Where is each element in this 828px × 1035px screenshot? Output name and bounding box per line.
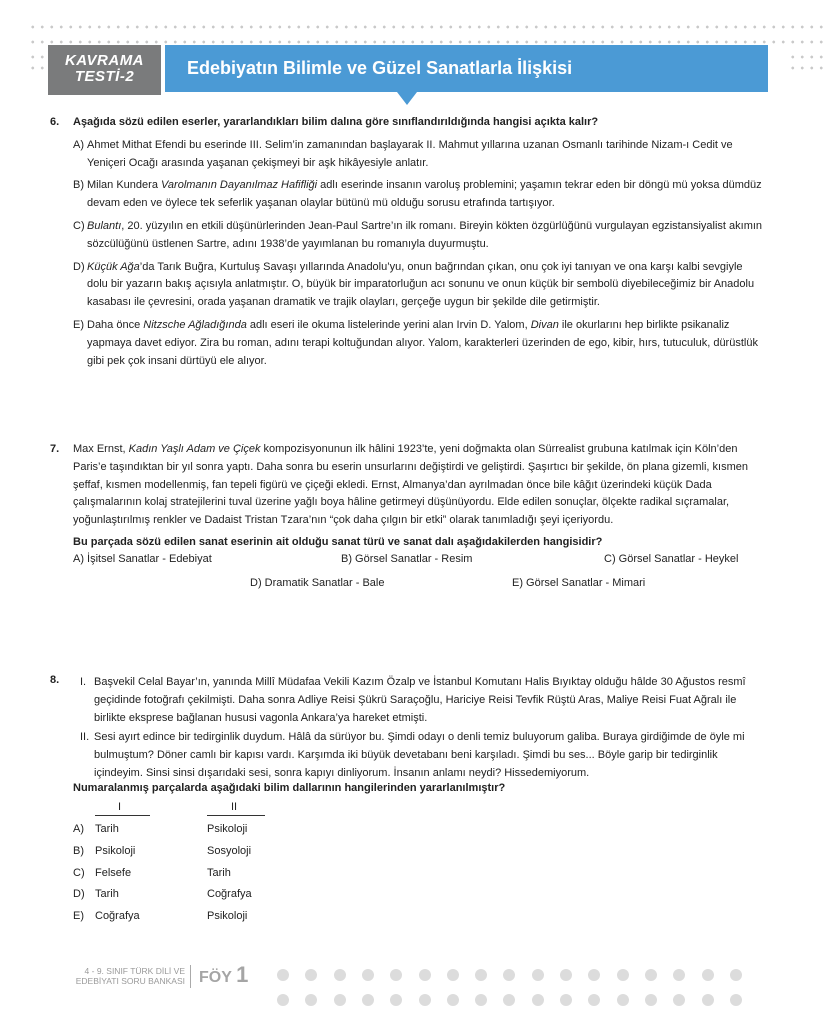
decor-dot [447, 994, 459, 1006]
column-underline [207, 815, 265, 816]
text-segment: adlı eseri ile okuma listelerinde yerini alan Irvin D. Yalom, [246, 318, 531, 331]
option-cell: Sosyoloji [207, 844, 252, 857]
work-title: Divan [530, 318, 559, 331]
option-a[interactable] [73, 137, 765, 173]
text-segment: Ahmet Mithat Efendi bu eserinde III. Selim’in zamanından başlayarak II. Mahmut yıllarına uzanan Osmanlı tarihinde Nizam-ı Cedit ve Yeniçeri Ocağı arasında yaşanan çekişmeyi bir aşk hikâyesiyle anlatır. [87, 138, 733, 169]
decor-dot [617, 969, 629, 981]
option-e[interactable]: E) [73, 910, 84, 923]
part-label: I. [80, 676, 87, 688]
decor-dot [277, 969, 289, 981]
decor-dot [560, 969, 572, 981]
decor-dot [503, 994, 515, 1006]
decor-dot [702, 969, 714, 981]
decor-dot [532, 969, 544, 981]
option-e[interactable]: E) Görsel Sanatlar - Mimari [512, 577, 646, 589]
option-cell: Felsefe [95, 866, 132, 879]
option-a[interactable]: A) İşitsel Sanatlar - Edebiyat [73, 553, 212, 565]
decor-dot [475, 994, 487, 1006]
question-number: 8. [50, 674, 60, 686]
text-segment: , 20. yüzyılın en etkili düşünürlerinden Jean-Paul Sartre’ın ilk romanı. Bireyin kökten özgürlüğünü vurgulayan egzistansiyalist akımın sözcülüğünü üstlenen Sartre, adını 1938’de yayımlanan bu romanıyla duyurmuştu. [87, 219, 763, 250]
option-e[interactable] [73, 317, 765, 370]
decor-dot [447, 969, 459, 981]
question-number: 6. [50, 116, 60, 128]
decor-dot [730, 969, 742, 981]
decor-dot [277, 994, 289, 1006]
text-segment: Max Ernst, [73, 443, 129, 455]
work-title: Nitzsche Ağladığında [143, 318, 247, 331]
column-header-1: I [118, 801, 122, 813]
question-number: 7. [50, 443, 60, 455]
decor-dot [588, 969, 600, 981]
option-letter: A) [73, 138, 84, 151]
option-c[interactable]: C) [73, 866, 85, 879]
decor-dot [362, 969, 374, 981]
option-letter: D) [73, 260, 85, 273]
option-cell: Tarih [95, 823, 119, 835]
text-segment: ile okurlarını hep birlikte psikanaliz yapmaya davet ediyor. Zira bu roman, adını terapi koltuğundan alıyor. Yalom, karakterleri üzerinden de ego, kibir, hırs, tutuculuk, dürüstlük gibi pek çok insani dürtüyü ele alıyor. [87, 318, 758, 367]
page-title: Edebiyatın Bilimle ve Güzel Sanatlarla İlişkisi [165, 45, 768, 92]
decor-dot [673, 969, 685, 981]
decor-dot [419, 969, 431, 981]
options [73, 137, 765, 371]
option-d[interactable]: D) Dramatik Sanatlar - Bale [250, 577, 385, 589]
foy-label: FÖY [199, 969, 232, 986]
option-c[interactable]: C) Görsel Sanatlar - Heykel [604, 553, 739, 565]
option-b[interactable]: B) [73, 844, 84, 857]
decor-dot [362, 994, 374, 1006]
decor-dot [305, 994, 317, 1006]
option-a[interactable]: A) [73, 823, 84, 835]
footer-line1: 4 - 9. SINIF TÜRK DİLİ VE [84, 966, 185, 976]
decor-dot [390, 969, 402, 981]
decor-dot [645, 994, 657, 1006]
decor-dot [645, 969, 657, 981]
option-cell: Psikoloji [95, 844, 136, 857]
work-title: Kadın Yaşlı Adam ve Çiçek [128, 443, 261, 455]
option-cell: Tarih [207, 866, 231, 879]
question-stem: Aşağıda sözü edilen eserler, yararlandıkları bilim dalına göre sınıflandırıldığında hangisi açıkta kalır? [73, 116, 599, 128]
option-letter: C) [73, 219, 85, 232]
decor-dot [730, 994, 742, 1006]
option-cell: Psikoloji [207, 823, 248, 835]
text-segment: ’da Tarık Buğra, Kurtuluş Savaşı yıllarında Anadolu’yu, onun bağrından çıkan, onu çok iyi tanıyan ve ona karşı kalbi sevgiyle dolu bir yazarın bakış açısıyla anlatmıştır. O, büyük bir imparatorluğun acı sonunu ve onun küçük bir sembolü diyebileceğimiz bir Anadolu kasabası ile çevresini, orada yaşanan dramatik ve trajik olayları, gerçeğe uygun bir şekilde dile getirmiştir. [87, 260, 755, 309]
decor-dot [588, 994, 600, 1006]
footer-book-title [50, 966, 185, 986]
decor-dot [617, 994, 629, 1006]
decor-dot [334, 969, 346, 981]
question-6 [50, 114, 765, 370]
option-b[interactable] [73, 177, 765, 213]
part-label: II. [80, 731, 90, 744]
decor-dot [673, 994, 685, 1006]
work-title: Küçük Ağa [87, 260, 140, 273]
column-underline [95, 815, 150, 816]
option-d[interactable]: D) [73, 888, 85, 901]
decor-dot [560, 994, 572, 1006]
question-8 [50, 672, 765, 783]
text-segment: Milan Kundera [87, 179, 161, 192]
question-7 [50, 441, 765, 552]
option-letter: B) [73, 179, 84, 192]
part-text: Başvekil Celal Bayar’ın, yanında Millî Müdafaa Vekili Kazım Özalp ve İstanbul Komutanı Halis Bıyıktay olduğu hâlde 30 Ağustos resmî geçidinde fotoğrafı çekilmişti. Daha sonra Adliye Reisi Şükrü Saraçoğlu, Hariciye Reisi Tevfik Rüştü Aras, Maliye Reisi Fuat Ağralı ile birlikte eksprese bağlanan hususi vagonla Ankara’ya hareket etmişti. [94, 676, 746, 724]
option-c[interactable] [73, 218, 765, 254]
decor-dot [532, 994, 544, 1006]
column-header-2: II [231, 801, 238, 813]
badge-line2: TESTİ-2 [74, 68, 135, 85]
option-b[interactable]: B) Görsel Sanatlar - Resim [341, 553, 473, 565]
option-cell: Psikoloji [207, 910, 248, 923]
option-cell: Coğrafya [95, 910, 140, 923]
text-segment: adlı eserinde insanın varoluş problemini; yaşamın tekrar eden bir döngü mü yoksa dümdüz devam eden ve öylece tek seferlik yaşanan olaylar bütünü mü olduğu sorusu etrafında tartışıyor. [87, 179, 762, 210]
decor-dot [503, 969, 515, 981]
question-stem: Numaralanmış parçalarda aşağıdaki bilim dallarının hangilerinden yararlanılmıştır? [73, 782, 506, 794]
text-segment: Daha önce [87, 318, 144, 331]
footer-foy [190, 962, 249, 988]
title-pointer [397, 92, 417, 105]
badge-line1: KAVRAMA [64, 52, 145, 69]
decor-dot [702, 994, 714, 1006]
decor-dot [334, 994, 346, 1006]
question-stem: Bu parçada sözü edilen sanat eserinin ait olduğu sanat türü ve sanat dalı aşağıdakilerden hangisidir? [73, 535, 603, 548]
option-cell: Tarih [95, 888, 119, 901]
decor-dot [390, 994, 402, 1006]
decor-dot [419, 994, 431, 1006]
option-letter: E) [73, 318, 84, 331]
passage [73, 441, 765, 530]
decor-dot [475, 969, 487, 981]
decor-dot [305, 969, 317, 981]
test-badge [48, 45, 161, 95]
option-d[interactable] [73, 259, 765, 312]
work-title: Varolmanın Dayanılmaz Hafifliği [161, 179, 318, 192]
work-title: Bulantı [87, 219, 122, 232]
option-cell: Coğrafya [207, 888, 252, 901]
footer-line2: EDEBİYATI SORU BANKASI [75, 976, 185, 986]
part-text: Sesi ayırt edince bir tedirginlik duydum. Hâlâ da sürüyor bu. Şimdi odayı o denli temiz buluyorum galiba. Buraya girdiğimde de öyle mi bulmuştum? Döner camlı bir kapısı vardı. Karşımda iki büyük devetabanı beni karşıladı. Şimdi bu ses... Böyle garip bir tedirginlik içindeyim. Sinsi sinsi dışarıdaki sesi, sonra kapıyı dinliyorum. İnsanın anlamı neydi? Hissedemiyorum. [94, 731, 745, 779]
text-segment: kompozisyonunun ilk hâlini 1923’te, yeni doğmakta olan Sürrealist grubuna katılmak için Köln’den Paris’e taşındıktan bir yıl sonra yaptı. Daha sonra bu eserin unsurlarını değiştirdi ve geliştirdi. Şaşırtıcı bir şekilde, ön plana gizemli, kısmen şeffaf, kısmen modellenmiş, fan tepeli figürü ve çiçeği ekledi. Ernst, Almanya’dan ayrılmadan önce bile kâğıt üzerindeki küçük Dada çalışmalarının kolaj stratejilerini tuval üzerine yağlı boya hâline getirmeyi düşünüyordu. Elde edilen sonuçlar, ölçekte radikal sıçramalar, yoğunlaştırılmış renkler ve Dadaist Tristan Tzara’nın “çok daha çılgın bir etki” olarak tanımladığı şeyi içeriyordu. [73, 443, 748, 527]
foy-number: 1 [236, 962, 249, 987]
